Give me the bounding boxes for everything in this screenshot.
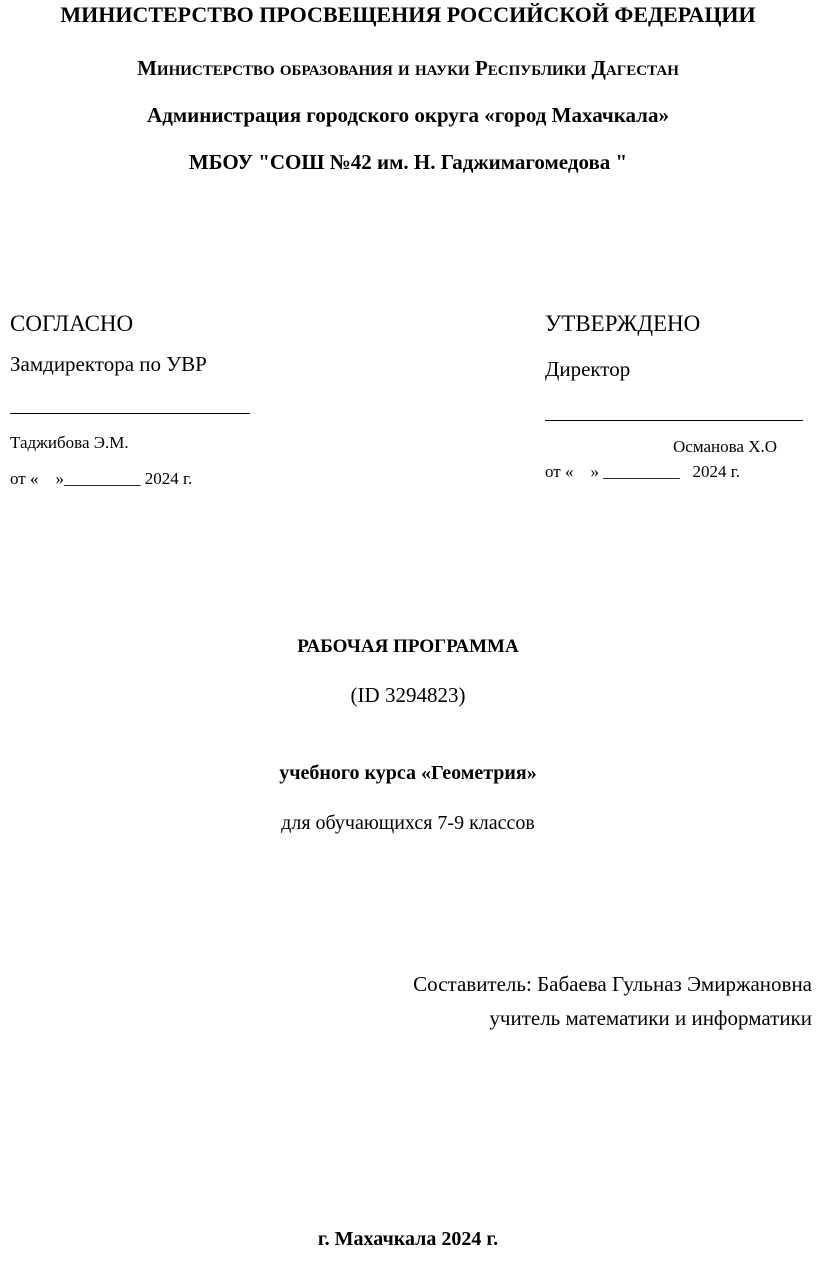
approval-left-title: СОГЛАСНО: [10, 311, 134, 336]
approval-right-title: УТВЕРЖДЕНО: [545, 311, 701, 336]
approval-right-signature-line: [545, 420, 803, 421]
regional-ministry-heading: Министерство образования и науки Республики Дагестан: [137, 56, 679, 80]
school-heading: МБОУ "СОШ №42 им. Н. Гаджимагомедова ": [188, 150, 628, 174]
program-title: РАБОЧАЯ ПРОГРАММА: [297, 636, 519, 657]
approval-right-role: Директор: [545, 357, 631, 381]
approval-left-signature-line: [10, 413, 250, 414]
approval-left-role: Замдиректора по УВР: [10, 352, 207, 376]
administration-heading: Администрация городского округа «город Махачкала»: [147, 103, 669, 127]
author-position: учитель математики и информатики: [489, 1006, 812, 1030]
city-year: г. Махачкала 2024 г.: [317, 1228, 499, 1250]
author-line: Составитель: Бабаева Гульназ Эмиржановна: [413, 972, 812, 996]
approval-left-name: Таджибова Э.М.: [10, 433, 129, 452]
approval-right-name: Османова Х.О: [673, 437, 778, 456]
program-id: (ID 3294823): [350, 683, 466, 707]
course-audience: для обучающихся 7-9 классов: [281, 812, 535, 834]
ministry-heading: МИНИСТЕРСТВО ПРОСВЕЩЕНИЯ РОССИЙСКОЙ ФЕДЕРАЦИИ: [60, 2, 756, 27]
course-name: учебного курса «Геометрия»: [279, 762, 537, 784]
approval-right-date: от « » _________ 2024 г.: [545, 462, 741, 481]
approval-left-date: от « »_________ 2024 г.: [10, 469, 193, 488]
